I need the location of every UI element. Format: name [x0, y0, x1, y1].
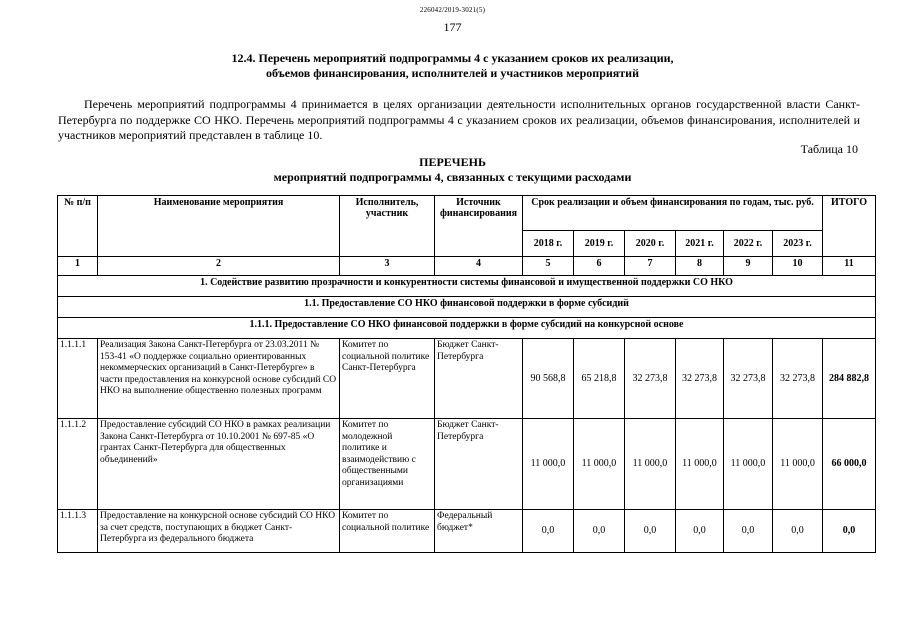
list-title-line-1: ПЕРЕЧЕНЬ — [419, 155, 486, 169]
row-source: Бюджет Санкт-Петербурга — [435, 419, 523, 510]
column-number: 6 — [574, 257, 625, 276]
row-value: 11 000,0 — [724, 419, 773, 510]
row-value: 65 218,8 — [574, 339, 625, 419]
row-executor: Комитет по социальной политике — [340, 510, 435, 553]
section-title-1-1: 1.1. Предоставление СО НКО финансовой поддержки в форме субсидий — [58, 297, 876, 318]
row-executor: Комитет по молодежной политике и взаимодействию с общественными организациями — [340, 419, 435, 510]
row-value: 11 000,0 — [625, 419, 676, 510]
row-total: 0,0 — [823, 510, 876, 553]
header-year: 2018 г. — [523, 231, 574, 257]
header-num: № п/п — [58, 196, 98, 257]
column-number: 10 — [773, 257, 823, 276]
row-value: 11 000,0 — [773, 419, 823, 510]
page-number: 177 — [443, 20, 462, 34]
row-num: 1.1.1.1 — [58, 339, 98, 419]
column-number: 3 — [340, 257, 435, 276]
table-row — [58, 419, 876, 510]
section-row-1-1-1 — [58, 318, 876, 339]
intro-paragraph-text: Перечень мероприятий подпрограммы 4 принимается в целях организации деятельности исполнительных органов государственной власти Санкт-Петербурга по поддержке СО НКО. Перечень мероприятий подпрограммы 4 с указанием сроков их реализации, объемов финансирования, исполнителей и участников мероприятий представлен в таблице 10. — [58, 97, 860, 142]
section-heading-line-2: объемов финансирования, исполнителей и участников мероприятий — [266, 66, 639, 80]
header-total: ИТОГО — [823, 196, 876, 257]
header-year: 2020 г. — [625, 231, 676, 257]
header-year: 2023 г. — [773, 231, 823, 257]
row-value: 32 273,8 — [724, 339, 773, 419]
section-heading-line-1: 12.4. Перечень мероприятий подпрограммы 4 с указанием сроков их реализации, — [231, 51, 674, 65]
row-source: Бюджет Санкт-Петербурга — [435, 339, 523, 419]
table-row — [58, 339, 876, 419]
table-header-row — [58, 196, 876, 231]
list-title-line-2: мероприятий подпрограммы 4, связанных с текущими расходами — [273, 170, 632, 184]
row-executor: Комитет по социальной политике Санкт-Петербурга — [340, 339, 435, 419]
column-number: 9 — [724, 257, 773, 276]
row-total: 66 000,0 — [823, 419, 876, 510]
header-executor: Исполнитель, участник — [340, 196, 435, 257]
document-id: 226042/2019-3021(5) — [419, 6, 486, 14]
row-name: Реализация Закона Санкт-Петербурга от 23.03.2011 № 153-41 «О поддержке социально ориентированных некоммерческих организаций в Санкт-Петербурге» в части предоставления на конкурсной основе субсидий СО НКО на выполнение общественно полезных программ — [98, 339, 340, 419]
intro-paragraph — [58, 97, 860, 144]
section-heading — [0, 51, 905, 81]
header-year: 2022 г. — [724, 231, 773, 257]
table-row — [58, 510, 876, 553]
row-value: 0,0 — [625, 510, 676, 553]
row-value: 11 000,0 — [523, 419, 574, 510]
row-value: 0,0 — [724, 510, 773, 553]
row-value: 32 273,8 — [773, 339, 823, 419]
section-row-1-1 — [58, 297, 876, 318]
row-value: 0,0 — [773, 510, 823, 553]
column-number: 11 — [823, 257, 876, 276]
section-row-1 — [58, 276, 876, 297]
column-number: 7 — [625, 257, 676, 276]
section-title-1-1-1: 1.1.1. Предоставление СО НКО финансовой поддержки в форме субсидий на конкурсной основе — [58, 318, 876, 339]
row-value: 11 000,0 — [574, 419, 625, 510]
row-value: 11 000,0 — [676, 419, 724, 510]
section-title-1: 1. Содействие развитию прозрачности и конкурентности системы финансовой и имущественной поддержки СО НКО — [58, 276, 876, 297]
column-number: 2 — [98, 257, 340, 276]
row-value: 0,0 — [523, 510, 574, 553]
row-value: 32 273,8 — [625, 339, 676, 419]
column-numbers-row — [58, 257, 876, 276]
row-value: 90 568,8 — [523, 339, 574, 419]
row-value: 32 273,8 — [676, 339, 724, 419]
list-title — [0, 155, 905, 185]
table-label: Таблица 10 — [800, 142, 858, 156]
column-number: 4 — [435, 257, 523, 276]
row-total: 284 882,8 — [823, 339, 876, 419]
row-source: Федеральный бюджет* — [435, 510, 523, 553]
measures-table — [57, 195, 876, 553]
header-period: Срок реализации и объем финансирования по годам, тыс. руб. — [523, 196, 823, 231]
header-year: 2019 г. — [574, 231, 625, 257]
row-name: Предоставление субсидий СО НКО в рамках реализации Закона Санкт-Петербурга от 10.10.2001 № 697-85 «О грантах Санкт-Петербурга для общественных объединений» — [98, 419, 340, 510]
header-source: Источник финансирования — [435, 196, 523, 257]
header-name: Наименование мероприятия — [98, 196, 340, 257]
row-num: 1.1.1.3 — [58, 510, 98, 553]
row-num: 1.1.1.2 — [58, 419, 98, 510]
header-year: 2021 г. — [676, 231, 724, 257]
column-number: 8 — [676, 257, 724, 276]
row-name: Предоставление на конкурсной основе субсидий СО НКО за счет средств, поступающих в бюджет Санкт-Петербурга из федерального бюджета — [98, 510, 340, 553]
column-number: 5 — [523, 257, 574, 276]
row-value: 0,0 — [676, 510, 724, 553]
column-number: 1 — [58, 257, 98, 276]
row-value: 0,0 — [574, 510, 625, 553]
